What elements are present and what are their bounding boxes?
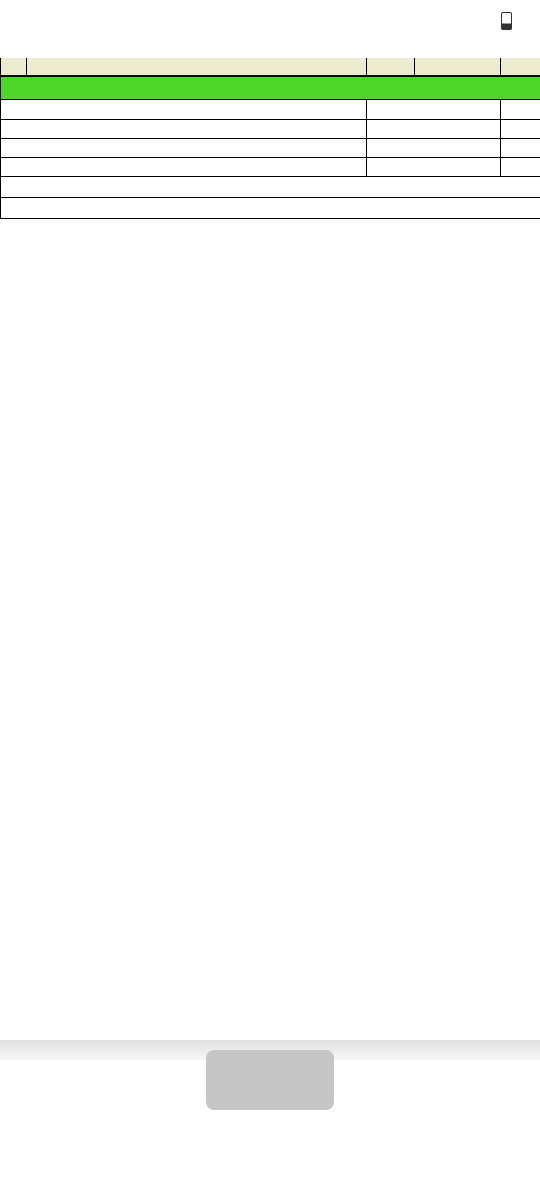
empty-row bbox=[1, 157, 540, 176]
discount-header-row bbox=[1, 100, 540, 120]
discount-title bbox=[1, 77, 540, 100]
battery-icon bbox=[501, 12, 512, 30]
note-2 bbox=[1, 197, 540, 218]
header-price bbox=[415, 58, 501, 76]
empty-row bbox=[1, 119, 540, 138]
note-1 bbox=[1, 176, 540, 197]
note-row bbox=[1, 197, 540, 218]
empty-row bbox=[1, 138, 540, 157]
header-num bbox=[1, 58, 27, 76]
discount-title-row bbox=[1, 77, 540, 100]
section-title bbox=[27, 58, 367, 76]
document-page[interactable] bbox=[0, 58, 540, 1038]
discount-col-year bbox=[367, 100, 501, 120]
price-table bbox=[0, 58, 540, 76]
navigation-bar bbox=[0, 1130, 540, 1200]
discount-col-name bbox=[1, 100, 367, 120]
discount-table bbox=[0, 76, 540, 219]
note-row bbox=[1, 176, 540, 197]
status-bar bbox=[0, 0, 540, 40]
header-unit bbox=[367, 58, 415, 76]
page-indicator bbox=[206, 1050, 334, 1110]
section-header-row bbox=[1, 58, 540, 76]
discount-col-third bbox=[501, 100, 540, 120]
